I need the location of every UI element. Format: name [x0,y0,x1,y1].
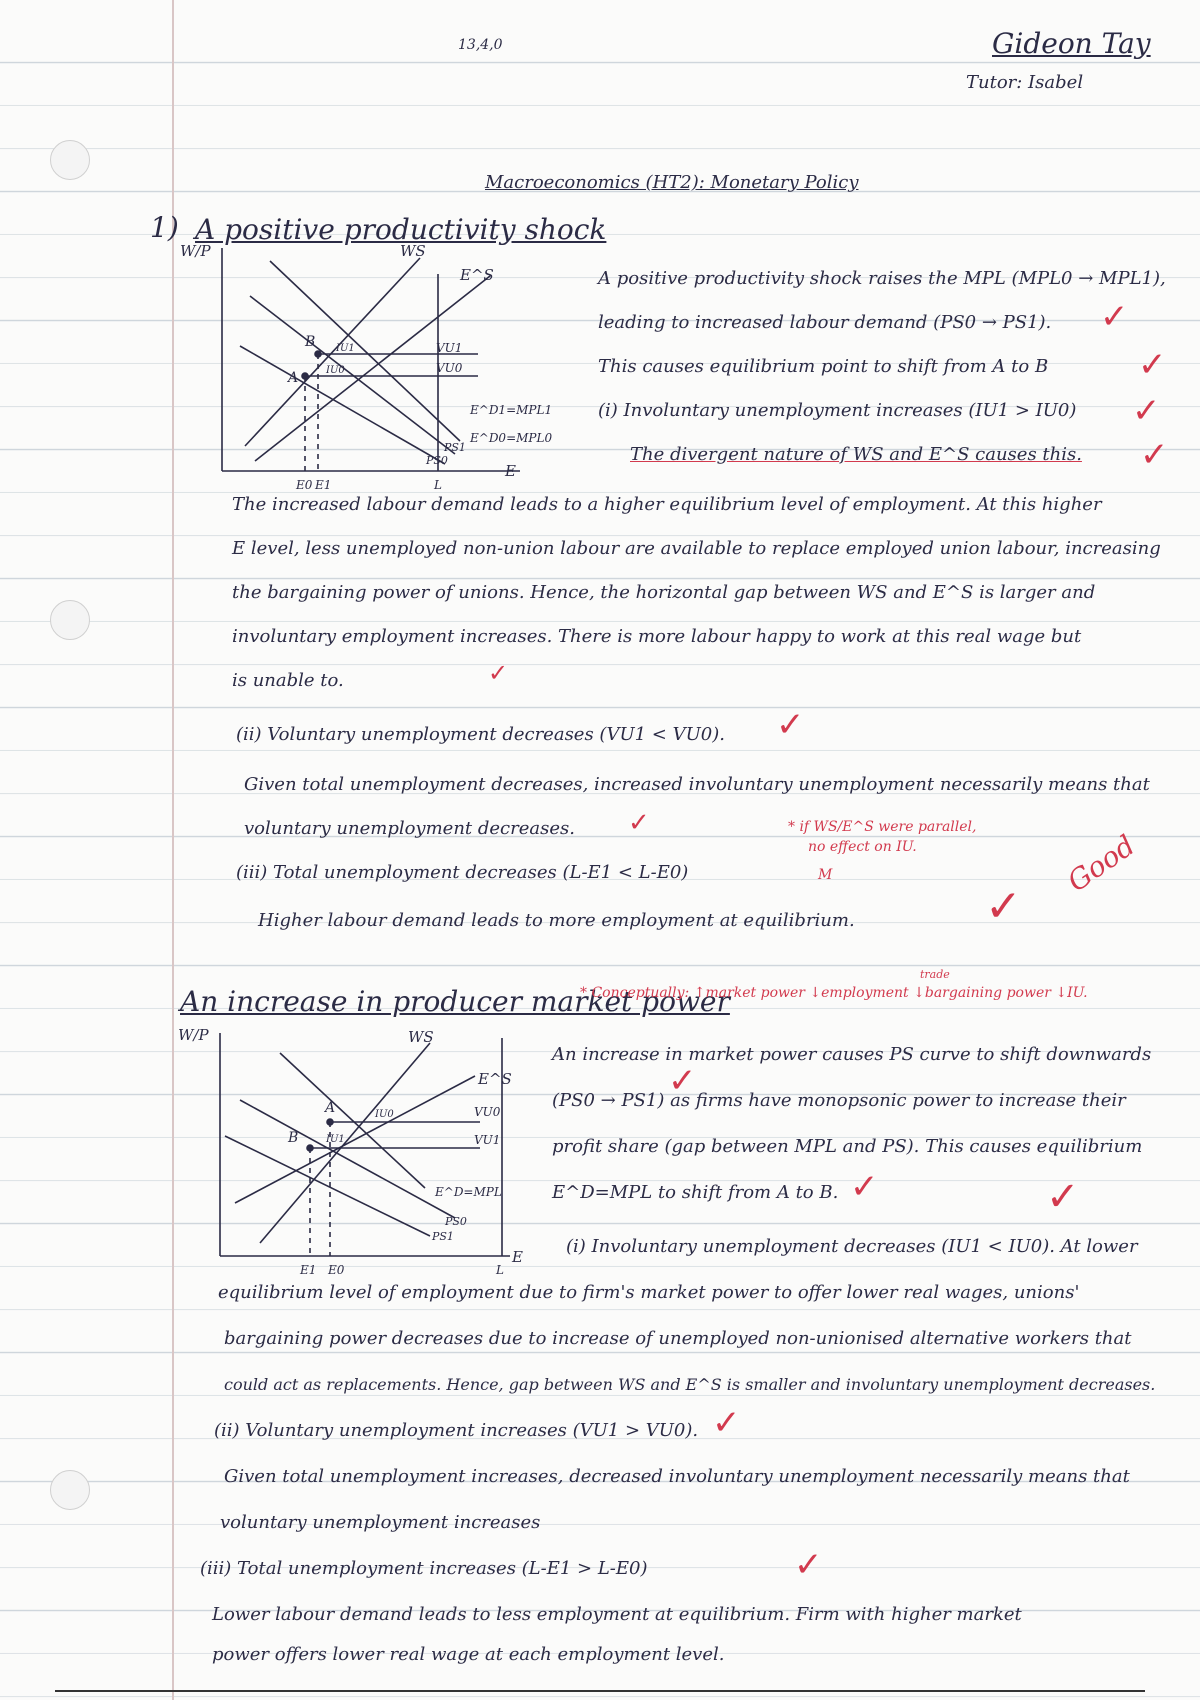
q1-body-line: the bargaining power of unions. Hence, the horizontal gap between WS and E^S is larger and [232,582,1096,603]
q2-body-line: could act as replacements. Hence, gap between WS and E^S is smaller and involuntary unemployment decreases. [224,1375,1156,1394]
q1-l-label: L [434,478,442,492]
q1-point-b [315,351,321,357]
q1-body-line: E level, less unemployed non-union labour are available to replace employed union labour, increasing [232,538,1161,559]
q1-body-line: The increased labour demand leads to a higher equilibrium level of employment. At this higher [232,494,1102,515]
bottom-rule [55,1690,1145,1692]
q2-ii-line: voluntary unemployment increases [220,1512,541,1533]
q1-es-label: E^S [460,266,494,284]
q2-ws-curve [260,1043,430,1243]
q2-y-label: W/P [178,1026,209,1044]
q1-text: The divergent nature of WS and E^S causes this. [630,444,1082,465]
q2-body-line: bargaining power decreases due to increase of unemployed non-unionised alternative workers that [224,1328,1132,1349]
check-mark: ✓ [628,808,650,838]
punch-hole [50,140,90,180]
marker-side-note: * Conceptually: ↑market power ↓employment ↓bargaining power ↓IU. [580,985,1088,1001]
q1-e1-label: E1 [315,478,332,492]
check-mark: ✓ [1046,1174,1080,1220]
q2-text: An increase in market power causes PS curve to shift downwards [552,1044,1152,1065]
q2-ps1-curve [225,1136,430,1236]
q2-iii-line: Lower labour demand leads to less employment at equilibrium. Firm with higher market [212,1604,1022,1625]
check-mark: ✓ [850,1167,879,1207]
q2-ii-heading: (ii) Voluntary unemployment increases (VU1 > VU0). [214,1420,699,1441]
q2-b-label: B [288,1130,299,1146]
marker-side-note-sup: trade [920,968,950,981]
check-mark: ✓ [1140,435,1169,475]
score-mark: 13,4,0 [458,37,503,53]
q2-i-heading: (i) Involuntary unemployment decreases (IU1 < IU0). At lower [566,1236,1138,1257]
q1-iii-heading: (iii) Total unemployment decreases (L-E1 < L-E0) [236,862,689,883]
q2-a-label: A [325,1100,336,1116]
punch-hole [50,600,90,640]
q2-heading: An increase in producer market power [180,985,730,1018]
q1-heading: A positive productivity shock [195,213,607,246]
q1-vu1-label: VU1 [436,341,463,355]
q1-text: A positive productivity shock raises the MPL (MPL0 → MPL1), [598,268,1166,289]
marker-initial: M [818,867,833,883]
q1-ps1-label: PS1 [444,441,466,454]
q1-point-a [302,373,308,379]
punch-hole [50,1470,90,1510]
q1-b-label: B [305,334,316,350]
check-mark: ✓ [712,1403,741,1443]
q2-ii-line: Given total unemployment increases, decreased involuntary unemployment necessarily means that [224,1466,1130,1487]
q2-body-line: equilibrium level of employment due to firm's market power to offer lower real wages, unions' [218,1282,1080,1303]
q2-vu0-label: VU0 [474,1105,501,1119]
q1-iu0-label: IU0 [326,365,345,376]
q2-l-label: L [496,1263,504,1277]
q1-ws-label: WS [400,242,426,260]
q1-ii-line: voluntary unemployment decreases. [244,818,575,839]
q2-ws-label: WS [408,1028,434,1046]
check-mark: ✓ [985,881,1022,932]
check-mark: ✓ [1138,345,1167,385]
q2-e0-label: E0 [328,1263,345,1277]
q1-ed0-curve [250,296,455,454]
q1-ed1-curve [270,261,463,441]
q1-ii-heading: (ii) Voluntary unemployment decreases (VU1 < VU0). [236,724,725,745]
q1-e0-label: E0 [296,478,313,492]
check-mark: ✓ [776,705,805,745]
q1-text: leading to increased labour demand (PS0 → PS1). [598,312,1052,333]
q2-iii-line: power offers lower real wage at each employment level. [212,1644,725,1665]
check-mark: ✓ [668,1061,697,1101]
q2-text: E^D=MPL to shift from A to B. [552,1182,839,1203]
q1-vu0-label: VU0 [436,361,463,375]
student-name: Gideon Tay [992,27,1151,60]
q1-text: (i) Involuntary unemployment increases (IU1 > IU0) [598,400,1077,421]
check-mark: ✓ [1100,297,1129,337]
q1-ps0-label: PS0 [426,454,448,467]
q1-x-label: E [505,462,516,480]
q2-ed-label: E^D=MPL [435,1185,502,1199]
q2-x-label: E [512,1248,523,1266]
good-comment: Good [1061,828,1141,899]
q1-y-label: W/P [180,242,211,260]
check-mark: ✓ [488,659,509,687]
q1-graph [160,236,580,496]
q1-a-label: A [288,370,299,386]
q2-text: (PS0 → PS1) as firms have monopsonic power to increase their [552,1090,1126,1111]
q2-ps1-label: PS1 [432,1230,454,1243]
q1-ed1-label: E^D1=MPL1 [470,403,553,417]
q2-vu1-label: VU1 [474,1133,501,1147]
q1-ed0-label: E^D0=MPL0 [470,431,553,445]
q1-body-line: involuntary employment increases. There is more labour happy to work at this real wage but [232,626,1082,647]
q2-e1-label: E1 [300,1263,317,1277]
marker-note: no effect on IU. [808,839,917,855]
q2-point-b [307,1145,313,1151]
q1-body-line: is unable to. [232,670,344,691]
tutor-name: Tutor: Isabel [966,72,1084,93]
q2-iu1-label: IU1 [326,1134,345,1145]
check-mark: ✓ [794,1545,823,1585]
q2-es-label: E^S [478,1070,512,1088]
q1-ps1-curve [240,346,445,464]
q1-text: This causes equilibrium point to shift from A to B [598,356,1049,377]
q2-ps0-label: PS0 [445,1215,467,1228]
q2-iu0-label: IU0 [375,1109,394,1120]
q1-ii-line: Given total unemployment decreases, increased involuntary unemployment necessarily means that [244,774,1150,795]
q2-point-a [327,1119,333,1125]
marker-note: * if WS/E^S were parallel, [788,819,977,835]
check-mark: ✓ [1132,391,1161,431]
q2-es-curve [235,1076,475,1203]
q1-number: 1) [150,211,179,244]
q1-iu1-label: IU1 [336,343,355,354]
q2-iii-heading: (iii) Total unemployment increases (L-E1 > L-E0) [200,1558,648,1579]
q2-graph [160,1018,540,1288]
q1-iii-line: Higher labour demand leads to more employment at equilibrium. [258,910,855,931]
page-title: Macroeconomics (HT2): Monetary Policy [485,172,859,193]
q2-text: profit share (gap between MPL and PS). This causes equilibrium [552,1136,1143,1157]
